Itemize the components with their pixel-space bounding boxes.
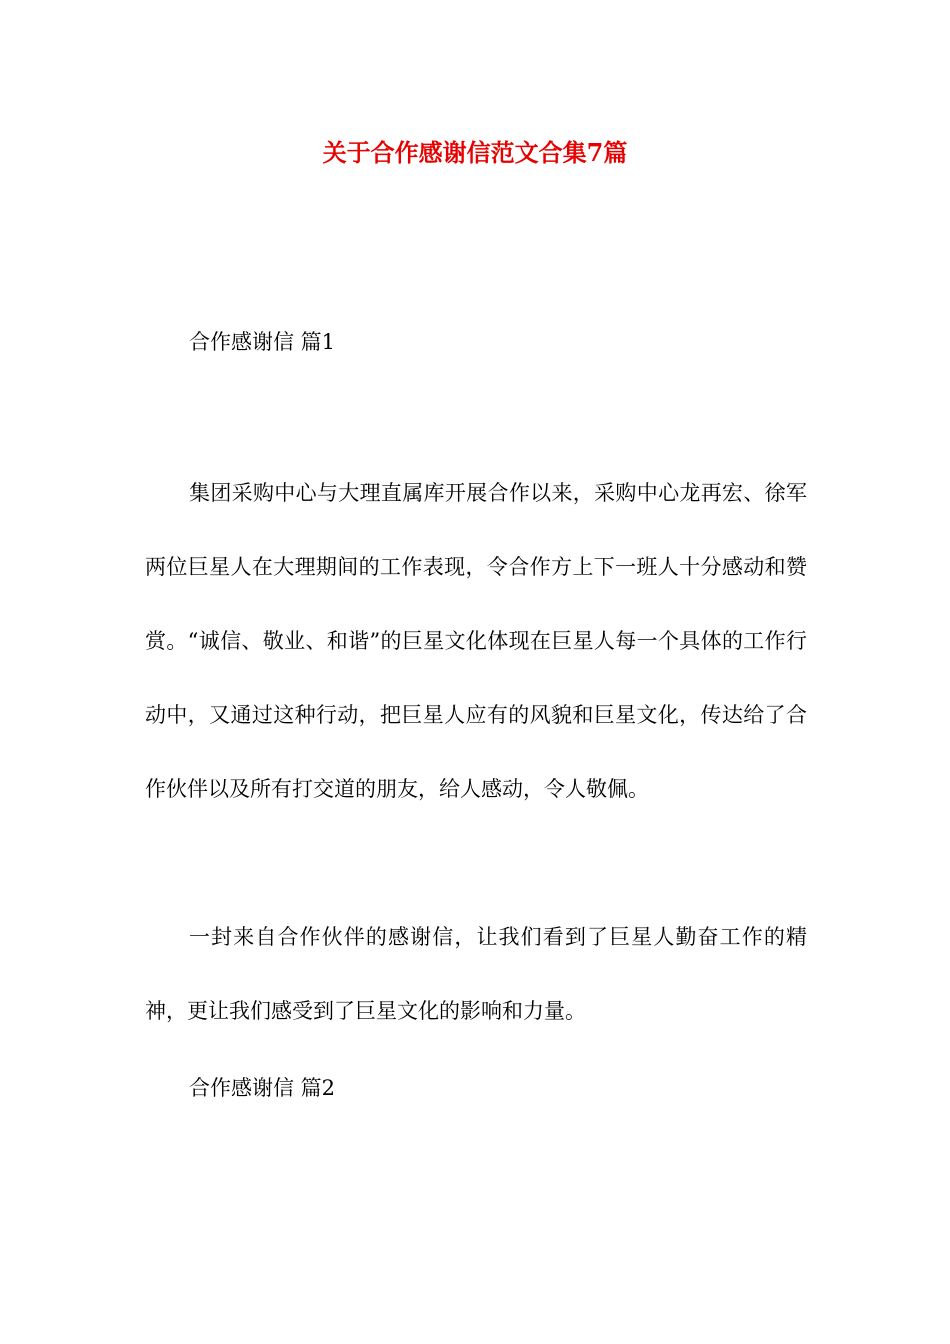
body-paragraph: 集团采购中心与大理直属库开展合作以来，采购中心龙再宏、徐军两位巨星人在大理期间的工作表现，令合作方上下一班人十分感动和赞赏。“诚信、敬业、和谐”的巨星文化体现在巨星人每一个具体的工作行动中，又通过这种行动，把巨星人应有的风貌和巨星文化，传达给了合作伙伴以及所有打交道的朋友，给人感动，令人敬佩。 (145, 481, 807, 801)
section-heading: 合作感谢信 篇1 (189, 330, 336, 354)
section-heading: 合作感谢信 篇2 (189, 1076, 336, 1100)
document-title: 关于合作感谢信范文合集7篇 (322, 138, 628, 167)
body-paragraph: 一封来自合作伙伴的感谢信，让我们看到了巨星人勤奋工作的精神，更让我们感受到了巨星文化的影响和力量。 (145, 925, 807, 1023)
